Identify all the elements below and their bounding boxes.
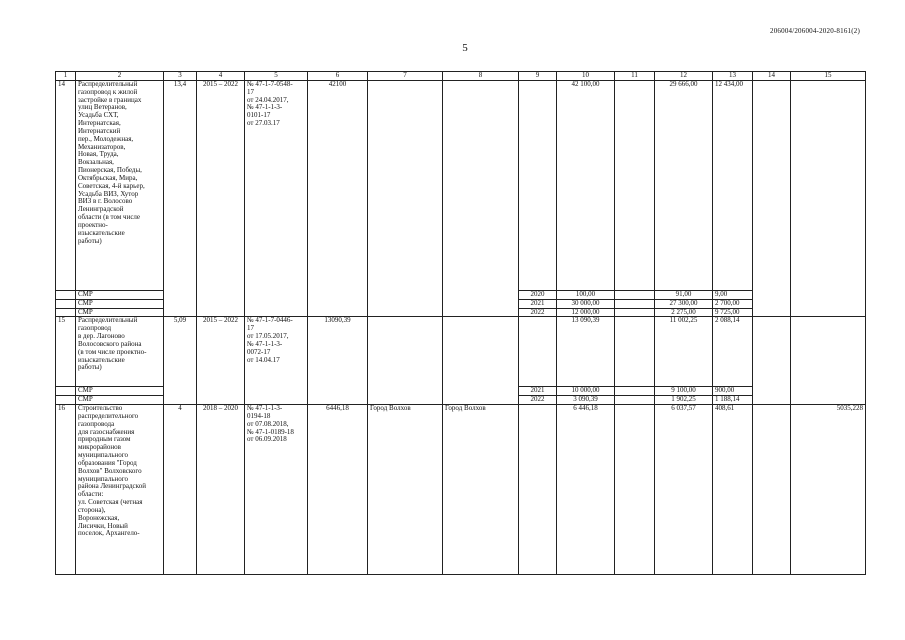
data-table [55,71,866,575]
row-number [56,387,76,396]
column-header: 3 [164,72,197,81]
row-number: 16 [56,405,76,575]
cell-14 [753,405,791,575]
table-row-15 [56,317,866,387]
regional-cell: 9 100,00 [655,387,713,396]
regional-cell: 1 902,25 [655,396,713,405]
local-cell: 2 088,14 [713,317,753,387]
total-cell: 6 446,18 [557,405,615,575]
regional-cell: 91,00 [655,291,713,300]
period-cell: 2018 – 2020 [197,405,245,575]
column-header: 12 [655,72,713,81]
local-cell: 900,00 [713,387,753,396]
column-header: 10 [557,72,615,81]
length-cell: 5,09 [164,317,197,405]
smr-label: СМР [76,291,164,300]
total-cell: 10 000,00 [557,387,615,396]
column-header: 8 [443,72,519,81]
cell-14 [753,81,791,317]
cell-11 [615,81,655,291]
local-cell: 9 725,00 [713,308,753,317]
year-cell: 2021 [519,387,557,396]
object-name: Распределительный газопровод в дер. Лагоново Волосовского района (в том числе проектно- изыскательские работы) [76,317,164,387]
smr-label: СМР [76,308,164,317]
row-number [56,396,76,405]
cell-7 [368,317,443,405]
column-header: 5 [245,72,308,81]
cell-15: 5035,228 [791,405,866,575]
length-cell: 13,4 [164,81,197,317]
local-cell: 9,00 [713,291,753,300]
regional-cell: 29 666,00 [655,81,713,291]
permit-cell: № 47-1-7-0548- 17 от 24.04.2017, № 47-1-1-3- 0101-17 от 27.03.17 [245,81,308,317]
cell-11 [615,317,655,387]
period-cell: 2015 – 2022 [197,317,245,405]
smr-label: СМР [76,299,164,308]
total-cell: 3 090,39 [557,396,615,405]
column-header: 11 [615,72,655,81]
cell-11 [615,291,655,300]
regional-cell: 27 300,00 [655,299,713,308]
column-header: 2 [76,72,164,81]
column-header: 9 [519,72,557,81]
cell-15 [791,317,866,405]
cost-cell: 6446,18 [308,405,368,575]
year-cell: 2022 [519,396,557,405]
column-header: 7 [368,72,443,81]
column-header: 15 [791,72,866,81]
table-row-16 [56,405,866,575]
year-cell: 2020 [519,291,557,300]
local-cell: 12 434,00 [713,81,753,291]
local-cell: 2 700,00 [713,299,753,308]
column-header: 13 [713,72,753,81]
total-cell: 30 000,00 [557,299,615,308]
cell-11 [615,299,655,308]
year-cell: 2022 [519,308,557,317]
row-number [56,299,76,308]
cell-14 [753,317,791,405]
column-number-row [56,72,866,81]
row-number: 14 [56,81,76,291]
period-cell: 2015 – 2022 [197,81,245,317]
year-cell [519,81,557,291]
length-cell: 4 [164,405,197,575]
row-number [56,291,76,300]
smr-label: СМР [76,387,164,396]
table-row-14 [56,81,866,291]
year-cell [519,405,557,575]
total-cell: 13 090,39 [557,317,615,387]
permit-cell: № 47-1-1-3- 0194-18 от 07.08.2018, № 47-1-0189-18 от 06.09.2018 [245,405,308,575]
total-cell: 100,00 [557,291,615,300]
permit-cell: № 47-1-7-0446- 17 от 17.05.2017, № 47-1-1-3- 0072-17 от 14.04.17 [245,317,308,405]
regional-cell: 11 002,25 [655,317,713,387]
cell-8 [443,317,519,405]
regional-cell: 6 037,57 [655,405,713,575]
municipality-cell: Город Волхов [368,405,443,575]
total-cell: 42 100,00 [557,81,615,291]
column-header: 4 [197,72,245,81]
local-cell: 408,61 [713,405,753,575]
column-header: 6 [308,72,368,81]
cost-cell: 42100 [308,81,368,317]
cell-11 [615,396,655,405]
cell-8 [443,81,519,317]
row-number: 15 [56,317,76,387]
document-id: 206004/206004-2020-8161(2) [770,27,860,35]
column-header: 1 [56,72,76,81]
object-name: Строительство распределительного газопровода для газоснабжения природным газом микрорайонов муниципального образования "Город Волхов" Волховского муниципального района Ленинградской области: ул. Советская (четная сторона), Воронежская, Лисички, Новый поселок, Архангело- [76,405,164,575]
year-cell: 2021 [519,299,557,308]
smr-label: СМР [76,396,164,405]
cell-11 [615,308,655,317]
row-number [56,308,76,317]
local-cell: 1 188,14 [713,396,753,405]
cost-cell: 13090,39 [308,317,368,405]
column-header: 14 [753,72,791,81]
object-name: Распределительный газопровод к жилой застройке в границах улиц Ветеранов, Усадьба СХТ, Интернатская, Интернатский пер., Молодежная, Механизаторов, Новая, Труда, Вокзальная, Пионерская, Победы, Октябрьская, Мира, Советская, 4-й карьер, Усадьба ВИЗ, Хутор ВИЗ в г. Волосово Ленинградской области (в том числе проектно- изыскательские работы) [76,81,164,291]
regional-cell: 2 275,00 [655,308,713,317]
customer-cell: Город Волхов [443,405,519,575]
cell-11 [615,387,655,396]
total-cell: 12 000,00 [557,308,615,317]
page-number: 5 [462,42,468,54]
year-cell [519,317,557,387]
cell-15 [791,81,866,317]
cell-11 [615,405,655,575]
cell-7 [368,81,443,317]
